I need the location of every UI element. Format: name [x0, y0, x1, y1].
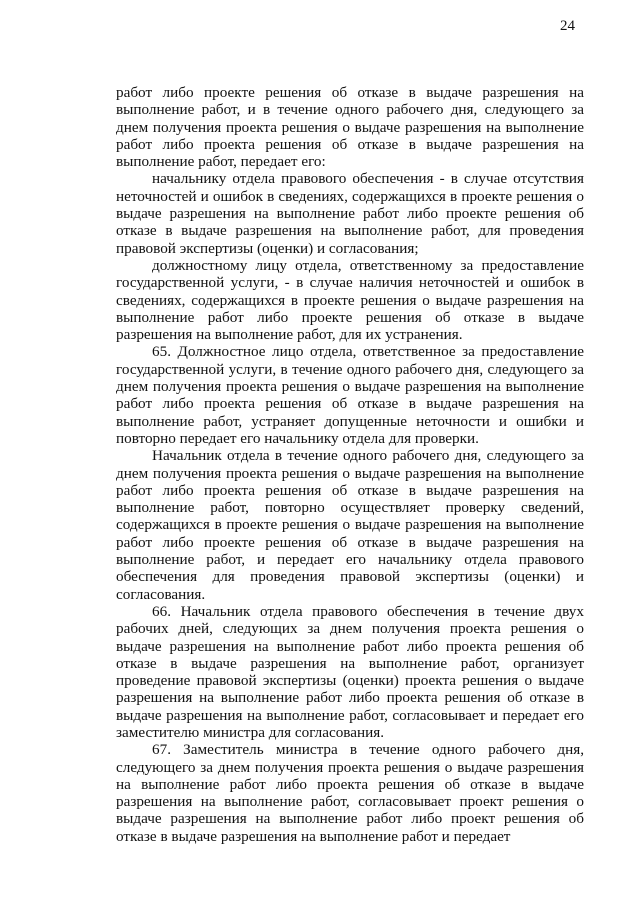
paragraph-legal-head: начальнику отдела правового обеспечения - в случае отсутствия неточностей и ошибок в сведениях, содержащихся в проекте решения о выдаче разрешения на выполнение работ либо проекте решения об отказе в выдаче разрешения на выполнение работ, для проведения правовой экспертизы (оценки) и согласования;	[116, 170, 584, 257]
page-number: 24	[560, 18, 575, 34]
paragraph-department-head: Начальник отдела в течение одного рабочего дня, следующего за днем получения проекта решения о выдаче разрешения на выполнение работ либо проекта решения об отказе в выдаче разрешения на выполнение работ, повторно осуществляет проверку сведений, содержащихся в проекте решения о выдаче разрешения на выполнение работ либо проекте решения об отказе в выдаче разрешения на выполнение работ, и передает его начальнику отдела правового обеспечения для проведения правовой экспертизы (оценки) и согласования.	[116, 447, 584, 603]
paragraph-continuation: работ либо проекте решения об отказе в выдаче разрешения на выполнение работ, и в течение одного рабочего дня, следующего за днем получения проекта решения о выдаче разрешения на выполнение работ либо проекта решения об отказе в выдаче разрешения на выполнение работ, передает его:	[116, 84, 584, 171]
document-body	[116, 84, 584, 845]
paragraph-66: 66. Начальник отдела правового обеспечения в течение двух рабочих дней, следующих за днем получения проекта решения о выдаче разрешения на выполнение работ либо проекта решения об отказе в выдаче разрешения на выполнение работ, организует проведение правовой экспертизы (оценки) проекта решения о выдаче разрешения на выполнение работ либо проекта решения об отказе в выдаче разрешения на выполнение работ, согласовывает и передает его заместителю министра для согласования.	[116, 602, 584, 741]
paragraph-responsible-officer: должностному лицу отдела, ответственному за предоставление государственной услуги, - в случае наличия неточностей и ошибок в сведениях, содержащихся в проекте решения о выдаче разрешения на выполнение работ либо проекте решения об отказе в выдаче разрешения на выполнение работ, для их устранения.	[116, 256, 584, 344]
paragraph-67: 67. Заместитель министра в течение одного рабочего дня, следующего за днем получения проекта решения о выдаче разрешения на выполнение работ либо проекта решения об отказе в выдаче разрешения на выполнение работ, согласовывает проект решения о выдаче разрешения на выполнение работ либо проект решения об отказе в выдаче разрешения на выполнение работ и передает	[116, 741, 584, 845]
paragraph-65: 65. Должностное лицо отдела, ответственное за предоставление государственной услуги, в течение одного рабочего дня, следующего за днем получения проекта решения о выдаче разрешения на выполнение работ либо проекта решения об отказе в выдаче разрешения на выполнение работ, устраняет допущенные неточности и ошибки и повторно передает его начальнику отдела для проверки.	[116, 343, 584, 447]
